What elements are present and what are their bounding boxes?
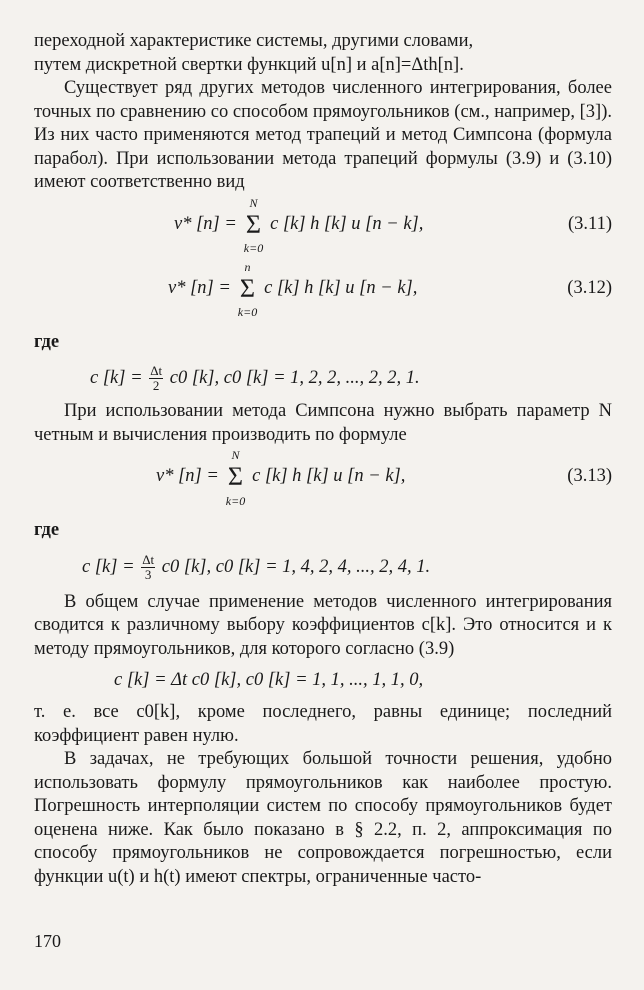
where-label: где <box>34 331 60 352</box>
equation-3-12-rhs: c [k] h [k] u [n − k], <box>264 277 418 298</box>
equation-3-13-body <box>156 448 406 508</box>
sum-lower-limit: k=0 <box>225 493 246 508</box>
equation-3-12 <box>34 259 612 323</box>
paragraph-methods: Существует ряд других методов численного интегрирования, более точных по сравнению со способом прямоугольников (см., например, [3]). Из них часто применяются метод трапеций и метод Симпсона (формула парабол). При использовании метода трапеций формулы (3.9) и (3.10) имеют соответственно вид <box>34 78 612 192</box>
paragraph-simpson: При использовании метода Симпсона нужно выбрать параметр N четным и вычисления производить по формуле <box>34 401 612 445</box>
equation-3-11-lhs: v* [n] = <box>174 213 237 234</box>
equation-number: (3.11) <box>567 213 612 234</box>
sum-symbol: Σ N k=0 <box>225 448 246 508</box>
sum-symbol: Σ N k=0 <box>243 195 264 255</box>
sum-upper-limit: N <box>249 195 258 210</box>
coef-left: c [k] = <box>90 367 143 388</box>
paragraph-coefficients-note: т. е. все c0[k], кроме последнего, равны единице; последний коэффициент равен нулю. <box>34 702 612 746</box>
text-line-2: путем дискретной свертки функций u[n] и a[n]=Δth[n]. <box>34 54 464 75</box>
coefficients-simpson <box>34 549 612 583</box>
fraction <box>141 553 155 582</box>
paragraph-rectangle-method: В задачах, не требующих большой точности решения, удобно использовать формулу прямоугольников как наиболее простую. Погрешность интерполяции систем по способу прямоугольников будет оценена ниже. Как было показано в § 2.2, п. 2, аппроксимация по способу прямоугольников не сопровождается погрешностью, если функции u(t) и h(t) имеют спектры, ограниченные часто- <box>34 749 612 887</box>
equation-3-13-rhs: c [k] h [k] u [n − k], <box>252 466 406 486</box>
fraction-denominator: 3 <box>144 566 152 582</box>
equation-3-11 <box>34 195 612 259</box>
sum-lower-limit: k=0 <box>243 241 264 255</box>
equation-number: (3.13) <box>567 466 612 486</box>
fraction <box>149 364 163 393</box>
equation-number: (3.12) <box>567 277 612 298</box>
coef-right: c0 [k], c0 [k] = 1, 2, 2, ..., 2, 2, 1. <box>169 367 420 388</box>
where-label: где <box>34 520 60 540</box>
text-line-1: переходной характеристике системы, другими словами, <box>34 31 474 51</box>
equation-3-11-rhs: c [k] h [k] u [n − k], <box>270 213 424 234</box>
fraction-denominator: 2 <box>152 378 160 393</box>
sum-upper-limit: n <box>244 259 251 274</box>
coef-left: c [k] = <box>82 556 135 577</box>
coefficients-rectangle-body: c [k] = Δt c0 [k], c0 [k] = 1, 1, ..., 1, 1, 0, <box>114 670 424 690</box>
page-body <box>34 30 612 889</box>
equation-3-13 <box>34 447 612 511</box>
sum-symbol: Σ n k=0 <box>237 259 258 319</box>
sum-upper-limit: N <box>231 448 240 462</box>
equation-3-11-body <box>174 195 424 255</box>
coef-right: c0 [k], c0 [k] = 1, 4, 2, 4, ..., 2, 4, 1. <box>161 556 431 577</box>
fraction-numerator: Δt <box>142 551 155 567</box>
equation-3-12-body <box>168 259 418 319</box>
coefficients-simpson-body <box>82 553 430 582</box>
equation-3-12-lhs: v* [n] = <box>168 277 231 298</box>
page-number: 170 <box>34 931 61 951</box>
coefficients-rectangle <box>34 661 612 701</box>
coefficients-trapezoid <box>34 360 612 394</box>
paragraph-general: В общем случае применение методов численного интегрирования сводится к различному выбору коэффициентов c[k]. Это относится и к методу прямоугольников, для которого согласно (3.9) <box>34 591 612 659</box>
coefficients-trapezoid-body <box>90 364 420 393</box>
sum-lower-limit: k=0 <box>237 305 258 319</box>
fraction-numerator: Δt <box>150 363 163 378</box>
equation-3-13-lhs: v* [n] = <box>156 466 219 486</box>
